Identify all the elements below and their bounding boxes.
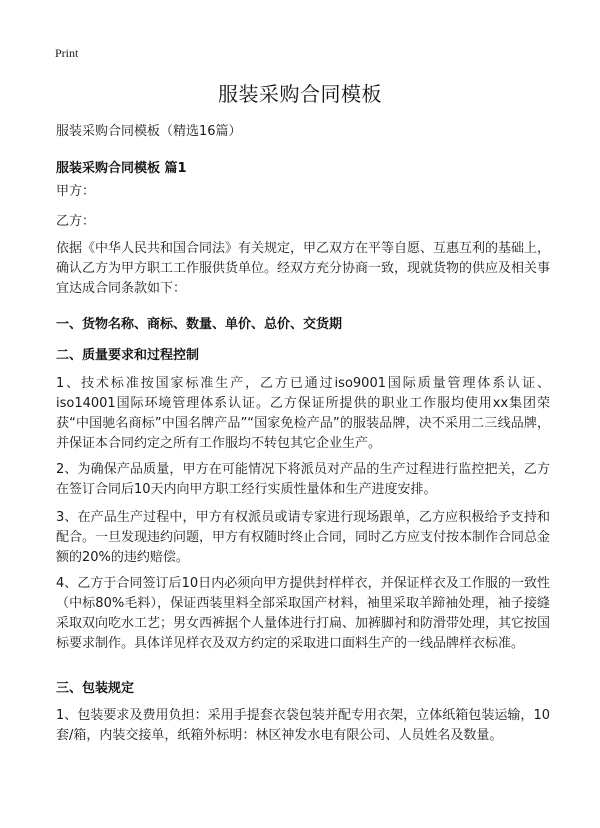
clause-technical-standard: 1、技术标准按国家标准生产，乙方已通过iso9001国际质量管理体系认证、iso14001国际环境管理体系认证。乙方保证所提供的职业工作服均使用xx集团荣获“中国驰名商标”中国名牌产品”“国家免检产品”的服装品牌，决不采用二三线品牌，并保证本合同约定之所有工作服均不转包其它企业生产。 <box>56 376 550 451</box>
party-a-line: 甲方： <box>56 184 96 199</box>
section-heading-packaging: 三、包装规定 <box>56 681 135 696</box>
document-subtitle: 服装采购合同模板（精选16篇） <box>56 124 242 139</box>
page-title: 服装采购合同模板 <box>218 82 382 106</box>
clause-sample-garment: 4、乙方于合同签订后10日内必须向甲方提供封样样衣，并保证样衣及工作服的一致性（中标80%毛料），保证西装里料全部采取国产材料，袖里采取羊蹄袖处理，袖子接缝采取双向吃水工艺；男女西裤据个人量体进行打扁、加裤脚衬和防滑带处理，其它按国标要求制作。具体详见样衣及双方约定的采取进口面料生产的一线品牌样衣标准。 <box>56 576 551 651</box>
party-b-line: 乙方： <box>56 214 96 229</box>
print-label[interactable]: Print <box>55 46 79 60</box>
section-heading-goods: 一、货物名称、商标、数量、单价、总价、交货期 <box>56 317 343 332</box>
article-heading: 服装采购合同模板 篇1 <box>56 161 187 176</box>
section-heading-quality: 二、质量要求和过程控制 <box>56 348 200 363</box>
intro-paragraph: 依据《中华人民共和国合同法》有关规定，甲乙双方在平等自愿、互惠互利的基础上，确认乙方为甲方职工工作服供货单位。经双方充分协商一致，现就货物的供应及相关事宜达成合同条款如下： <box>56 241 551 296</box>
clause-quality-monitoring: 2、为确保产品质量，甲方在可能情况下将派员对产品的生产过程进行监控把关，乙方在签订合同后10天内向甲方职工经行实质性量体和生产进度安排。 <box>56 462 550 497</box>
clause-on-site-inspection: 3、在产品生产过程中，甲方有权派员或请专家进行现场跟单，乙方应积极给予支持和配合。一旦发现违约问题，甲方有权随时终止合同，同时乙方应支付按本制作合同总金额的20%的违约赔偿。 <box>56 510 551 565</box>
clause-packaging-requirements: 1、包装要求及费用负担：采用手提套衣袋包装并配专用衣架，立体纸箱包装运输，10套/箱，内装交接单，纸箱外标明：林区神发水电有限公司、人员姓名及数量。 <box>56 708 550 743</box>
